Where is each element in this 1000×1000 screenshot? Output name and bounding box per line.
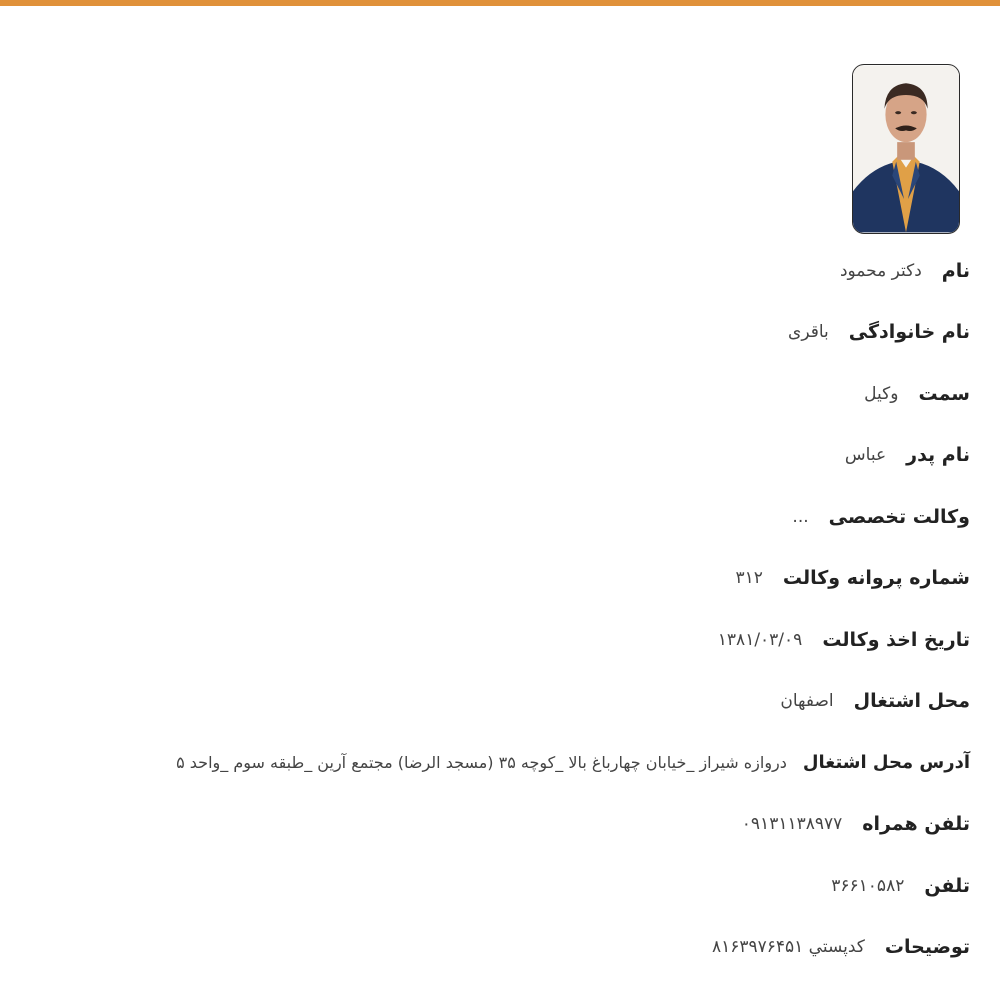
field-label: وکالت تخصصی [828,505,970,528]
field-value: اصفهان [780,691,834,712]
field-specialty [10,486,970,548]
field-work-location [10,671,970,733]
profile-photo [852,64,960,234]
field-license-date [10,609,970,671]
field-label: تاریخ اخذ وکالت [822,628,970,651]
field-phone [10,855,970,917]
field-label: توضیحات [884,936,970,959]
field-value: ۳۱۲ [735,568,763,589]
field-value: وکیل [864,383,899,404]
field-value: دکتر محمود [839,260,922,281]
field-label: سمت [918,382,970,405]
field-work-address [10,732,970,794]
profile-info-list [10,240,970,978]
field-label: محل اشتغال [853,690,970,713]
field-mobile [10,794,970,856]
field-value[interactable]: ۰۹۱۳۱۱۳۸۹۷۷ [741,814,843,835]
field-label: تلفن همراه [862,813,970,836]
field-father-name [10,425,970,487]
field-label: نام خانوادگی [848,321,970,344]
field-label: تلفن [924,874,970,897]
field-label: نام پدر [906,444,970,467]
field-label: نام [941,259,970,282]
field-value: ... [792,506,809,527]
field-first-name [10,240,970,302]
field-last-name [10,302,970,364]
field-position [10,363,970,425]
field-license-number [10,548,970,610]
top-accent-bar [0,0,1000,6]
person-portrait-icon [853,65,959,233]
field-label: آدرس محل اشتغال [802,752,970,774]
field-value[interactable]: ۳۶۶۱۰۵۸۲ [831,875,905,896]
field-value: ۱۳۸۱/۰۳/۰۹ [717,629,803,650]
field-value: دروازه شیراز _خیابان چهارباغ بالا _کوچه ۳۵ (مسجد الرضا) مجتمع آرین _طبقه سوم _واحد ۵ [176,753,787,773]
field-value: کدپستي ۸۱۶۳۹۷۶۴۵۱ [711,937,865,958]
field-value: عباس [844,445,887,466]
field-value: باقری [788,322,829,343]
field-label: شماره پروانه وکالت [782,567,970,590]
field-notes [10,917,970,979]
